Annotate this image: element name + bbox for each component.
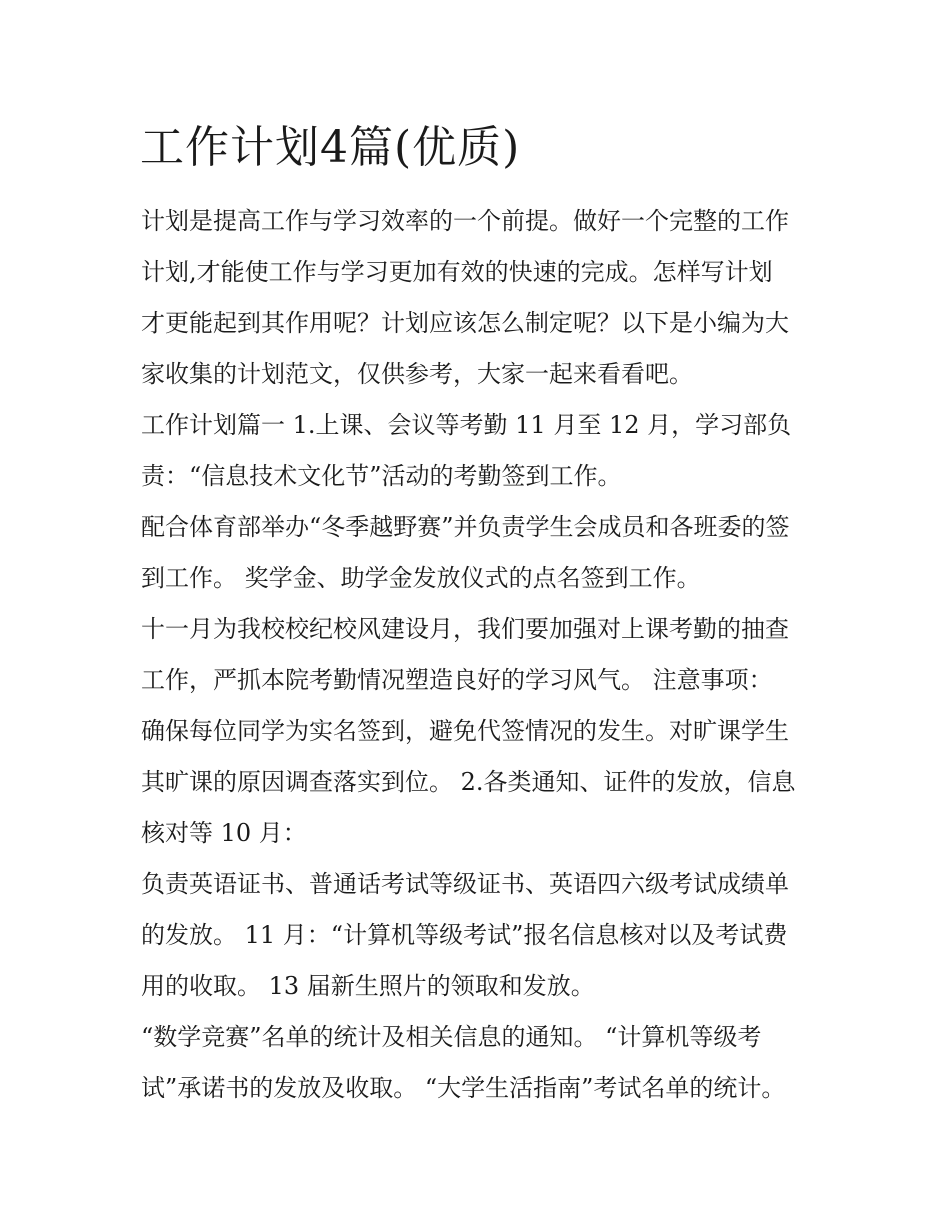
text-line: 工作计划篇一 1.上课、会议等考勤 11 月至 12 月，学习部负 [141, 411, 792, 439]
text-line: 负责英语证书、普通话考试等级证书、英语四六级考试成绩单 [141, 870, 789, 898]
text-line: 到工作。 奖学金、助学金发放仪式的点名签到工作。 [141, 564, 701, 592]
page-title: 工作计划4篇(优质) [140, 122, 521, 173]
text-line: 试”承诺书的发放及收取。 “大学生活指南”考试名单的统计。 [141, 1074, 786, 1102]
text-line: 责：“信息技术文化节”活动的考勤签到工作。 [141, 462, 622, 490]
text-line: 配合体育部举办“冬季越野赛”并负责学生会成员和各班委的签 [141, 513, 790, 541]
text-line: 工作，严抓本院考勤情况塑造良好的学习风气。 注意事项： [141, 666, 773, 694]
text-line: 计划,才能使工作与学习更加有效的快速的完成。怎样写计划 [141, 258, 773, 286]
text-line: 用的收取。 13 届新生照片的领取和发放。 [141, 972, 595, 1000]
text-line: 核对等 10 月： [141, 819, 307, 847]
text-line: 才更能起到其作用呢？计划应该怎么制定呢？以下是小编为大 [141, 309, 789, 337]
text-line: “数学竞赛”名单的统计及相关信息的通知。 “计算机等级考 [141, 1023, 762, 1051]
text-line: 的发放。 11 月：“计算机等级考试”报名信息核对以及考试费 [141, 921, 788, 949]
text-line: 家收集的计划范文，仅供参考，大家一起来看看吧。 [141, 360, 693, 388]
text-line: 计划是提高工作与学习效率的一个前提。做好一个完整的工作 [141, 207, 789, 235]
text-line: 确保每位同学为实名签到，避免代签情况的发生。对旷课学生 [141, 717, 789, 745]
text-line: 十一月为我校校纪校风建设月，我们要加强对上课考勤的抽查 [141, 615, 789, 643]
text-line: 其旷课的原因调查落实到位。 2.各类通知、证件的发放，信息 [141, 768, 796, 796]
